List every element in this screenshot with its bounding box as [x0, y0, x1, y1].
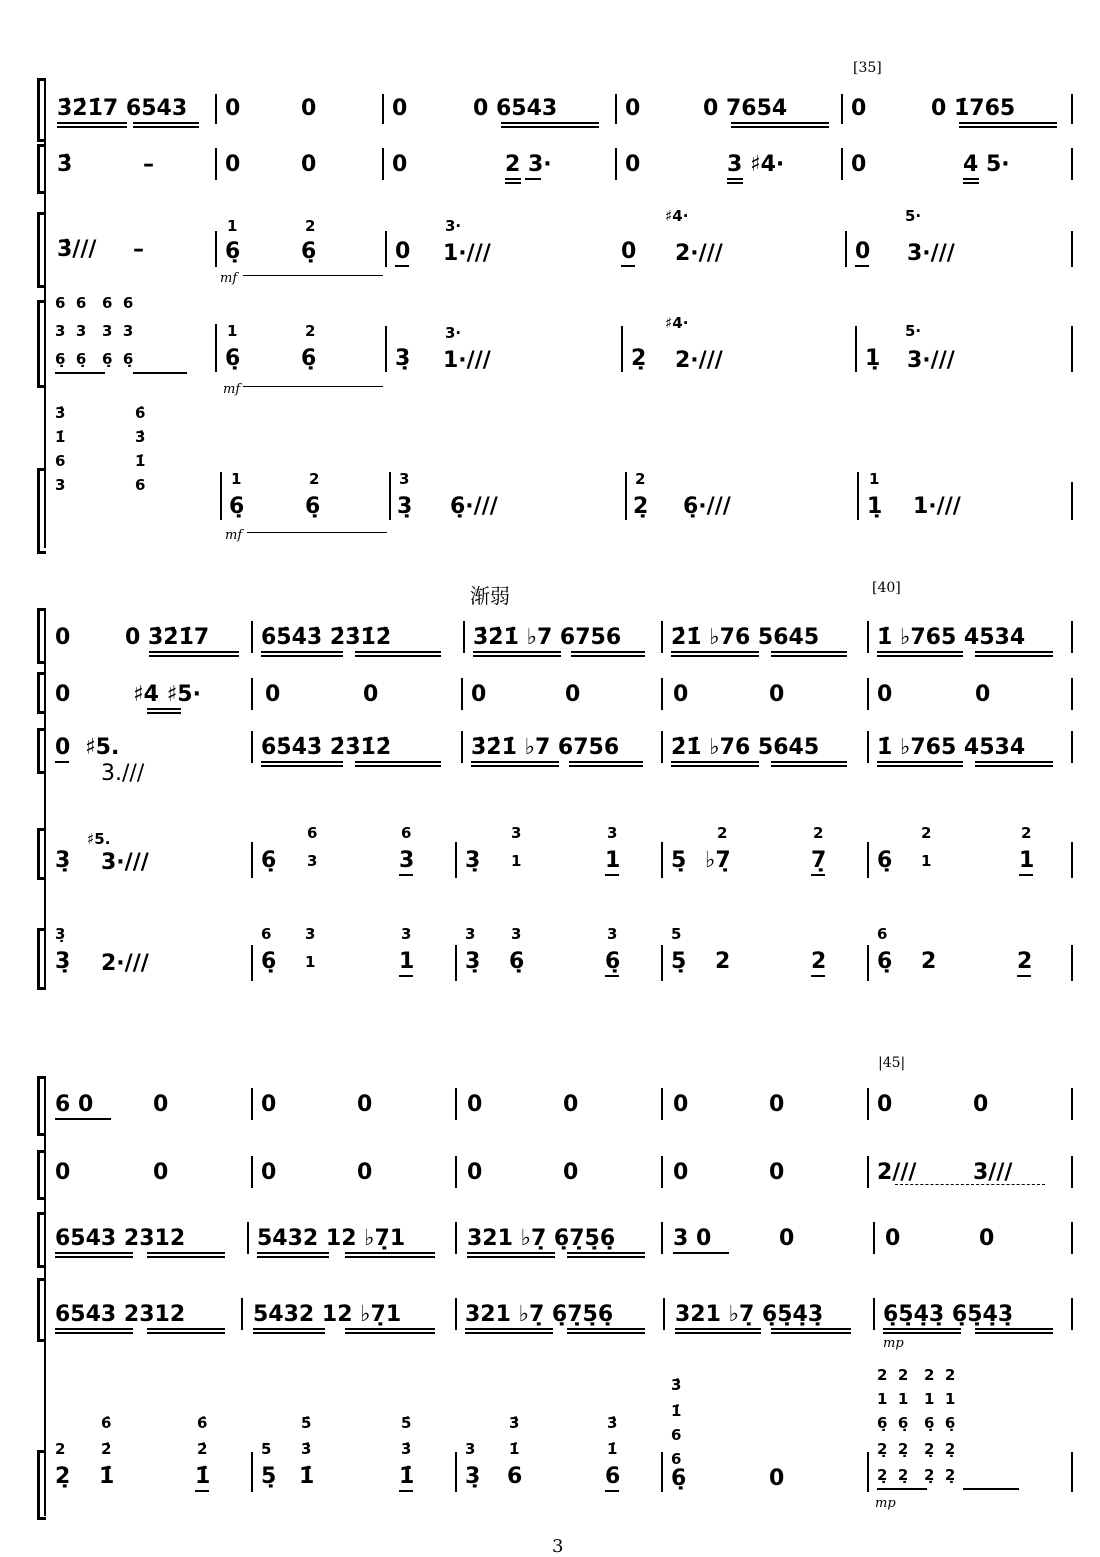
page-number: 3: [552, 1536, 564, 1557]
rehearsal-mark-35: [35]: [853, 60, 882, 76]
staff-flute: 0 0 3̇2̇1̇7 6̇5̇4̇3̇ 2̇3̇1̇2̇ 3̇2̇1̇ ♭7 6756 2̇1̇ ♭76 5645 1̇ ♭765 4534: [55, 625, 1085, 655]
staff-oboe: 0 ♯4 ♯5· 0 0 0 0 0 0 0 0: [55, 682, 1085, 712]
diminuendo-marking: 渐弱: [470, 584, 510, 608]
staff-strings-1: 0 ♯5. 3./// 6̇5̇4̇3̇ 2̇3̇1̇2̇ 3̇2̇1̇ ♭7 6756 2̇1̇ ♭76 5645 1̇ ♭765 4534: [55, 735, 1085, 785]
dynamic-mf-3: mf: [225, 528, 243, 543]
staff-strings-2: 6 6 6 6 3 3 3 3 6̣ 6̣ 6̣ 6̣ 1 2 6̣ 6̣ mf 3̣ 3· 1·/// 2̣ ♯4· 2·/// 1̣ 5· 3·///: [55, 296, 1085, 396]
staff-strings-1: 6543 2312 5432 12 ♭7̣1 321 ♭7̣ 6̣7̣5̣6̣ 3 0 0 0 0: [55, 1226, 1085, 1256]
staff-strings-2: 6543 2312 5432 12 ♭7̣1 321 ♭7̣ 6̣7̣5̣6̣ 321 ♭7̣ 6̣5̣4̣3̣ 6̣5̣4̣3̣ 6̣5̣4̣3̣ mp: [55, 1302, 1085, 1352]
staff-oboe: 3̇ – 0 0 0 2 3· 0 3 ♯4· 0 4 5·: [55, 152, 1085, 182]
system-3: [0, 1040, 1100, 1520]
notes: 3̇2̇1̇7 6543: [57, 96, 188, 121]
system-1: [0, 0, 1100, 560]
rehearsal-mark-40: [40]: [872, 580, 901, 596]
rehearsal-mark-45: |45|: [878, 1055, 906, 1071]
system-2: [0, 560, 1100, 1000]
staff-bass: 3̇ 1̇ 6 3 6̇ 3̇ 1̇ 6 1 2 6̣ 6̣ mf 3 3̣ 6̣·/// 2 2̣ 6̣·/// 1 1̣ 1·///: [55, 404, 1085, 544]
staff-bass: 6̇ 2 2̇ 2̣ 1̇ 6̇ 2̇ 1̇ 5̇ 5 3̇ 5̣ 1̇ 5̇ 3̇ 1̇ 3̇ 3 1̇ 3̣ 6 3̇ 1̇ 6 3̇ 1̇ 6 6 6̣ 0 2 2 2 2 1 1 1 1 6̣ 6̣ 6̣ 6̣ 2̣ 2̣ 2̣ 2̣ 2̣ 2̣ 2̣ 2̣ mp: [55, 1368, 1085, 1518]
staff-bass: 3̣ 3̣ 2·/// 6 6̣ 3 1 3 1 3 3̣ 3 6̣ 3 6̣ 5 5̣ 2 2 6 6̣ 2 2: [55, 925, 1085, 985]
dynamic-mp: mp: [883, 1336, 904, 1351]
dynamic-mf: mf: [220, 271, 238, 286]
dynamic-mp-2: mp: [875, 1496, 896, 1511]
staff-flute: 6 0 0 0 0 0 0 0 0 0 0: [55, 1092, 1085, 1122]
staff-strings-1: 3̇/// – 1 2 6̣ 6̣ mf 0 3· 1·/// 0 ♯4· 2·/// 0 5· 3·///: [55, 215, 1085, 295]
staff-strings-2: 3̣ ♯5. 3·/// 6̣ 6 3 6 3 3̣ 3 1 3 1 5̣ 2 ♭7̣ 2 7̣ 6̣ 2 1 2 1: [55, 822, 1085, 882]
staff-oboe: 0 0 0 0 0 0 0 0 2/// 3///: [55, 1160, 1085, 1200]
staff-flute: 3̇2̇1̇7 6543 0 0 0 0 6543 0 0 7654 0 0 1̇765: [55, 96, 1085, 126]
dynamic-mf-2: mf: [223, 382, 241, 397]
